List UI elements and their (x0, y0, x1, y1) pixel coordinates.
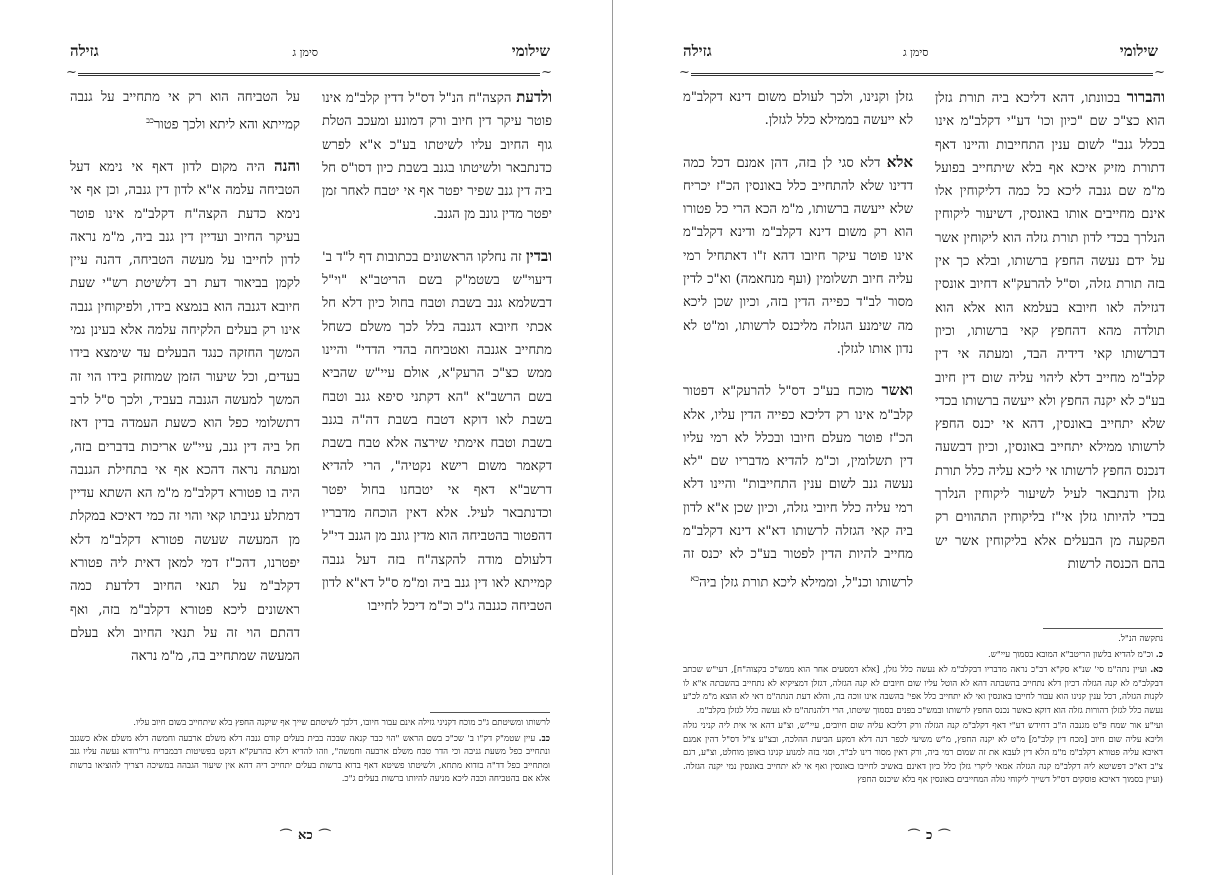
page-number: ⌒ כ ⌒ (908, 827, 951, 843)
ornament-icon: ⌒ (938, 828, 951, 842)
curl-ornament-icon: ~ (66, 65, 77, 80)
paragraph: ולדעת הקצה"ח הנ"ל דס"ל דדין קלב"מ אינו פוטר עיקר דין חיוב ורק דמונע ומעכב הטלת גוף החיוב עליו לשיטתו בע"כ א"א לפרש כדנתבאר ולשיטתו בגנב בשבת כיון דסו"ס חל ביה דין גנב שפיר יפטר אף אי יטבח לאחר זמן יפטר מדין גונב מן הגנב. (322, 88, 552, 223)
column-right (322, 86, 552, 711)
footnotes (70, 712, 550, 812)
main-text (683, 86, 1165, 626)
footnote: ועי"ע אור שמח פ"ט מגנבה ה"ב דחידש דע"י דאף דקלב"מ קנה הגזלה ורק דליכא עליה שום חיובים, עיי"ש, וצ"ע דהא אי אית ליה קניני גזלה וליכא עליה שום חיוב [מכח דין קלב"מ] מ"ט לא יקנה החפץ, מ"ש משיעי לכפר דנה דלא דמקע הביעת ההלכה, ובצ"ע צ"ל דס"ל דהין אמנם דאיכא עליה פטורא דקלב"מ מ"מ הלא דין לעבא את זה שמום רמי ביה, ורק דאין מסור דינו לב"ד, וסגי בזה למנוע קנינו באופן מוחלט, וצ"ע, דגם צ"ב דא"כ דפשיטא ליה דקלב"מ קנה הגזלה אמאי ליקרי גזלן כלל כיון דאינם באשיב לחייבו באונסין ואף אי לא יתחייב באונסין נמי יקנה הגזלה. (ועיין בסמוך דאיכא פוסקים דס"ל דשייך ליקוחי גזלה המחייבים באונסין אף בלא שיכנס החפץ (683, 721, 1163, 785)
header-title-left: גזילה (70, 42, 99, 60)
footnote: כב. עיין שטמ"ק דק"ו ב' שכ"כ בשם הראש "הוי כבר קנאה שבכה בבית בעלים קודם גנבה דלא משלם ארבעה וחמשה דלא משלם אלא כשגנב ונתחייב כפל משעת גניבה וכי הדר טבח משלם ארבעה וחמשה", וזהו להדיא דלא כהרעק"א דנקט בפשיטות דבמבריח גר"דודא נעשה עליו גנב ומתחייב כפל דד"ה בזדוא מתחא, ולשיטתו פשיטא דאף בדוא ברשות בעלים יתחייב דיה דהא אין שיעור הגבהה במשיכה דצריך להוציאו ברשות אלא אם בהטביחה וכבה ליכא מניעה להיותו ברשות בעלים ג"כ. (70, 733, 550, 784)
page-header (70, 42, 550, 70)
column-right (935, 86, 1165, 626)
paragraph: והברור בכוונתו, דהא דליכא ביה תורת גזלן הוא כצ"כ שם "כיון וכו' דע"י דקלב"מ אינו בכלל גנב" לשום ענין התחייבות והיינו דאף דתורת מזיק איכא אף בלא שיתחייב בפועל מ"מ שם גנבה ליכא כל כמה דליקוחין אלו אינם מחייבים אותו באונסין, דשיעור ליקוחין הנלרך בכדי לדון תורת גזלה הוא ליקוחין אשר על ידם נעשה החפץ ברשותו, ובלא כך אין בזה תורת גזלה, וס"ל להרעק"א דחיוב אונסין דגזילה לאו חיובא בעלמא הוא אלא הוא תולדה מהא דהחפץ קאי ברשותו, וכיון דברשותו קאי דידיה הבד, ומעתה אי דין קלב"מ מחייב דלא ליהוי עליה שום דין חיוב בע"כ לא יקנה החפץ ולא ייעשה ברשותו בכדי שלא יתחייב באונסין, דהא אי יכנס החפץ לרשותו ממילא יתחייב באונסין, וכיון דבשעה דנכנס החפץ לרשותו אי ליכא עליה כלל תורת גזלן ודנתבאר לעיל לשיעור ליקוחין הנלרך בכדי להיותו גזלן אי"ז בליקוחין התהווים רק הפקעה מן הבעלים אלא בליקוחין אשר יש בהם הכנסה לרשות (935, 88, 1165, 572)
footnote: לרשותו ומשיטתם ג"כ מוכח דקניני גזילה אינם עבור חיובו, דלכך לשיטתם שייך אף שיקנה החפץ בלא שיתחייב בשום חיוב עליו. (133, 718, 550, 728)
header-siman: סימן ג (292, 46, 319, 59)
paragraph: על הטביחה הוא רק אי מתחייב על גנבה קמייתא והא ליתא ולכך פטור$^{כב}$ (70, 90, 300, 133)
header-title-left: גזילה (683, 42, 712, 60)
column-left (70, 86, 300, 711)
header-rule (66, 65, 552, 80)
paragraph: אלא דלא סגי לן בזה, דהן אמנם דכל כמה דדינו שלא להתחייב כלל באונסין הכ"ז יכריח שלא ייעשה ברשותו, מ"מ הכא הרי כל פטורו הוא רק משום דינא דקלב"מ ודינא דקלב"מ אינו פוטר עיקר חיובו דהא ז"ו דאתחיל רמי עליה חיוב תשלומין (ועף מנחאמה) וא"כ לדין מסור לב"ד כפייה הדין בזה, וכיון שכן ליכא מה שימנע הגזלה מליכנס לרשותו, ומ"ט לא נדון אותו לגזלן. (683, 152, 913, 357)
footnote-ref: כא (690, 573, 700, 583)
footnotes (683, 628, 1163, 818)
curl-ornament-icon: ~ (679, 65, 690, 80)
header-title-right: שילומי (1119, 42, 1158, 60)
paragraph: גזלן וקנינו, ולכך לעולם משום דינא דקלב"מ לא ייעשה בממילא כלל לגזלן. (683, 90, 913, 129)
header-siman: סימן ג (902, 46, 929, 59)
column-left (683, 86, 913, 626)
paragraph: ואשר מוכח בע"כ דס"ל להרעק"א דפטור קלב"מ אינו רק דליכא כפייה הדין עליו, אלא הכ"ז פוטר מעלם חיובו ובכלל לא רמי עליו דין תשלומין, וכ"מ להדיא מדבריו שם "לא נעשה גנב לשום ענין התחייבות" והיינו דלא רמי עליה כלל חיובי גזלה, וכיון שכן א"א לדון ביה קאי הגזלה לרשותו דא"א דינא דקלב"מ מחייב להיות הדין לפטור בע"כ לא יכנס זה לרשותו וכנ"ל, וממילא ליכא תורת גזלן ביה$^{כא}$ (683, 381, 913, 591)
ornament-icon: ⌒ (318, 828, 331, 842)
paragraph: ובדין זה נחלקו הראשונים בכתובות דף ל"ד ב' דיעוי"ש בשטמ"ק בשם הריטב"א "וי"ל דבשלמא גנב בשבת וטבח בחול כיון דלא חל אכתי חיובא דגנבה בלל לכך משלם כשחל מתחייב אגנבה ואטביחה בהדי הדדי" והיינו ממש כצ"כ הרעק"א, אולם עיי"ש שהביא בשם הרשב"א "הא דקתני סיפא גנב וטבח בשבת לאו דוקא דטבח בשבת דה"ה בגנב בשבת וטבח אימתי שירצה אלא טבח בשבת דקאמר משום רישא נקטיה", הרי להדיא דרשב"א דאף אי יטבחנו בחול יפטר וכדנתבאר לעיל. אלא דאין הוכחה מדבריו דהפטור בהטביחה הוא מדין גונב מן הגנב די"ל דלעולם מודה להקצה"ח בזה דעל גנבה קמייתא לאו דין גנב ביה ומ"מ ס"ל דא"א לדון הטביחה כגנבה ג"כ וכ"מ דיכל לחייבו (322, 246, 552, 615)
page-header (683, 42, 1158, 70)
footnote: כ. וכ"מ להדיא בלשון הריטב"א המובא בסמוך עיי"ש. (988, 649, 1163, 660)
footnote-title: נתקשה הנ"ל. (1118, 634, 1163, 644)
page-number: ⌒ כא ⌒ (280, 827, 331, 843)
ornament-icon: ⌒ (280, 828, 293, 842)
footnote-ref: כב (146, 116, 154, 126)
paragraph: והנה היה מקום לדון דאף אי נימא דעל הטביחה עלמה א"א לדון דין גנבה, וכן אף אי נימא כדעת הקצה"ח דקלב"מ אינו פוטר בעיקר החיוב ועדיין דין גנב ביה, מ"מ נראה לדון לחייבו על מעשה הטביחה, דהנה עיין לקמן בביאור דעת רב דלשיטת רש"י שעת חיובא דגנבה הוא בנמצא בידו, ולפיקוחין גנבה אינו רק בעלים הלקיחה עלמה אלא בעינן נמי המשך החזקה כנגד הבעלים עד שימצא בידו בעדים, וכל שיעור הזמן שמוחזק בידו הוי זה המשך למעשה הגנבה בעביד, ולכך ס"ל לרב דתשלומי כפל הוא כשעת העמדה בדין דאז חל ביה דין גנב, עיי"ש אריכות בדברים בזה, ומעתה נראה דהכא אף אי בתחילת הגנבה היה בו פטורא דקלב"מ מ"מ הא השתא עדיין דמתלע גניבתו קאי והוי זה כמי דאיכא במקלת מן המעשה שעשה פטורא דקלב"מ דלא יפטרנו, דהכ"ז דמי למאן דאית ליה פטורא דקלב"מ על תנאי החיוב דלדעת כמה ראשונים ליכא פטורא דקלב"מ בזה, ואף דהתם הוי זה על תנאי החיוב ולא בעלם המעשה שמתחייב בה, מ"מ נראה (70, 156, 300, 665)
ornament-icon: ⌒ (908, 828, 921, 842)
curl-ornament-icon: ~ (1154, 65, 1165, 80)
curl-ornament-icon: ~ (541, 65, 552, 80)
right-page (613, 0, 1226, 875)
main-text (70, 86, 552, 711)
footnote: כא. ועיין נתה"מ סי' שנ"א סק"א דב"כ נראה מדבריו דבקלב"מ לא נעשה כלל גזלן, [אלא דמסעים אחר הוא ממש"כ בקצוה"ח], דעי"ש שכתב דבקלב"מ לא קנה הגזלה דכיון דלא נתחייב בהשבתה דהא לא הוטל עליו שום חיובים לא קנה הגזלה, דגזלן דמציקיא לא נתחייב בהשבתה א"א לו לקנות הגזלה, דכל ענין קנינו הוא עבור לחייבו באונסין ואי לא יתחייב כלל אפי' בהשבה אינו זוכה בה, והלא דעת הנתה"מ דאי לא הוצא מ"מ לכ"ע נעשה כלל לגזלן דהורות גזלה הוא דוקא כאשר נכנס החפץ לרשותו ובמש"כ בפנים בסמוך שיטתו, הרי דלהנתה"מ לא נעשה כלל לגזלן בקלב"מ. (683, 665, 1163, 716)
header-rule (679, 65, 1165, 80)
header-title-right: שילומי (511, 42, 550, 60)
